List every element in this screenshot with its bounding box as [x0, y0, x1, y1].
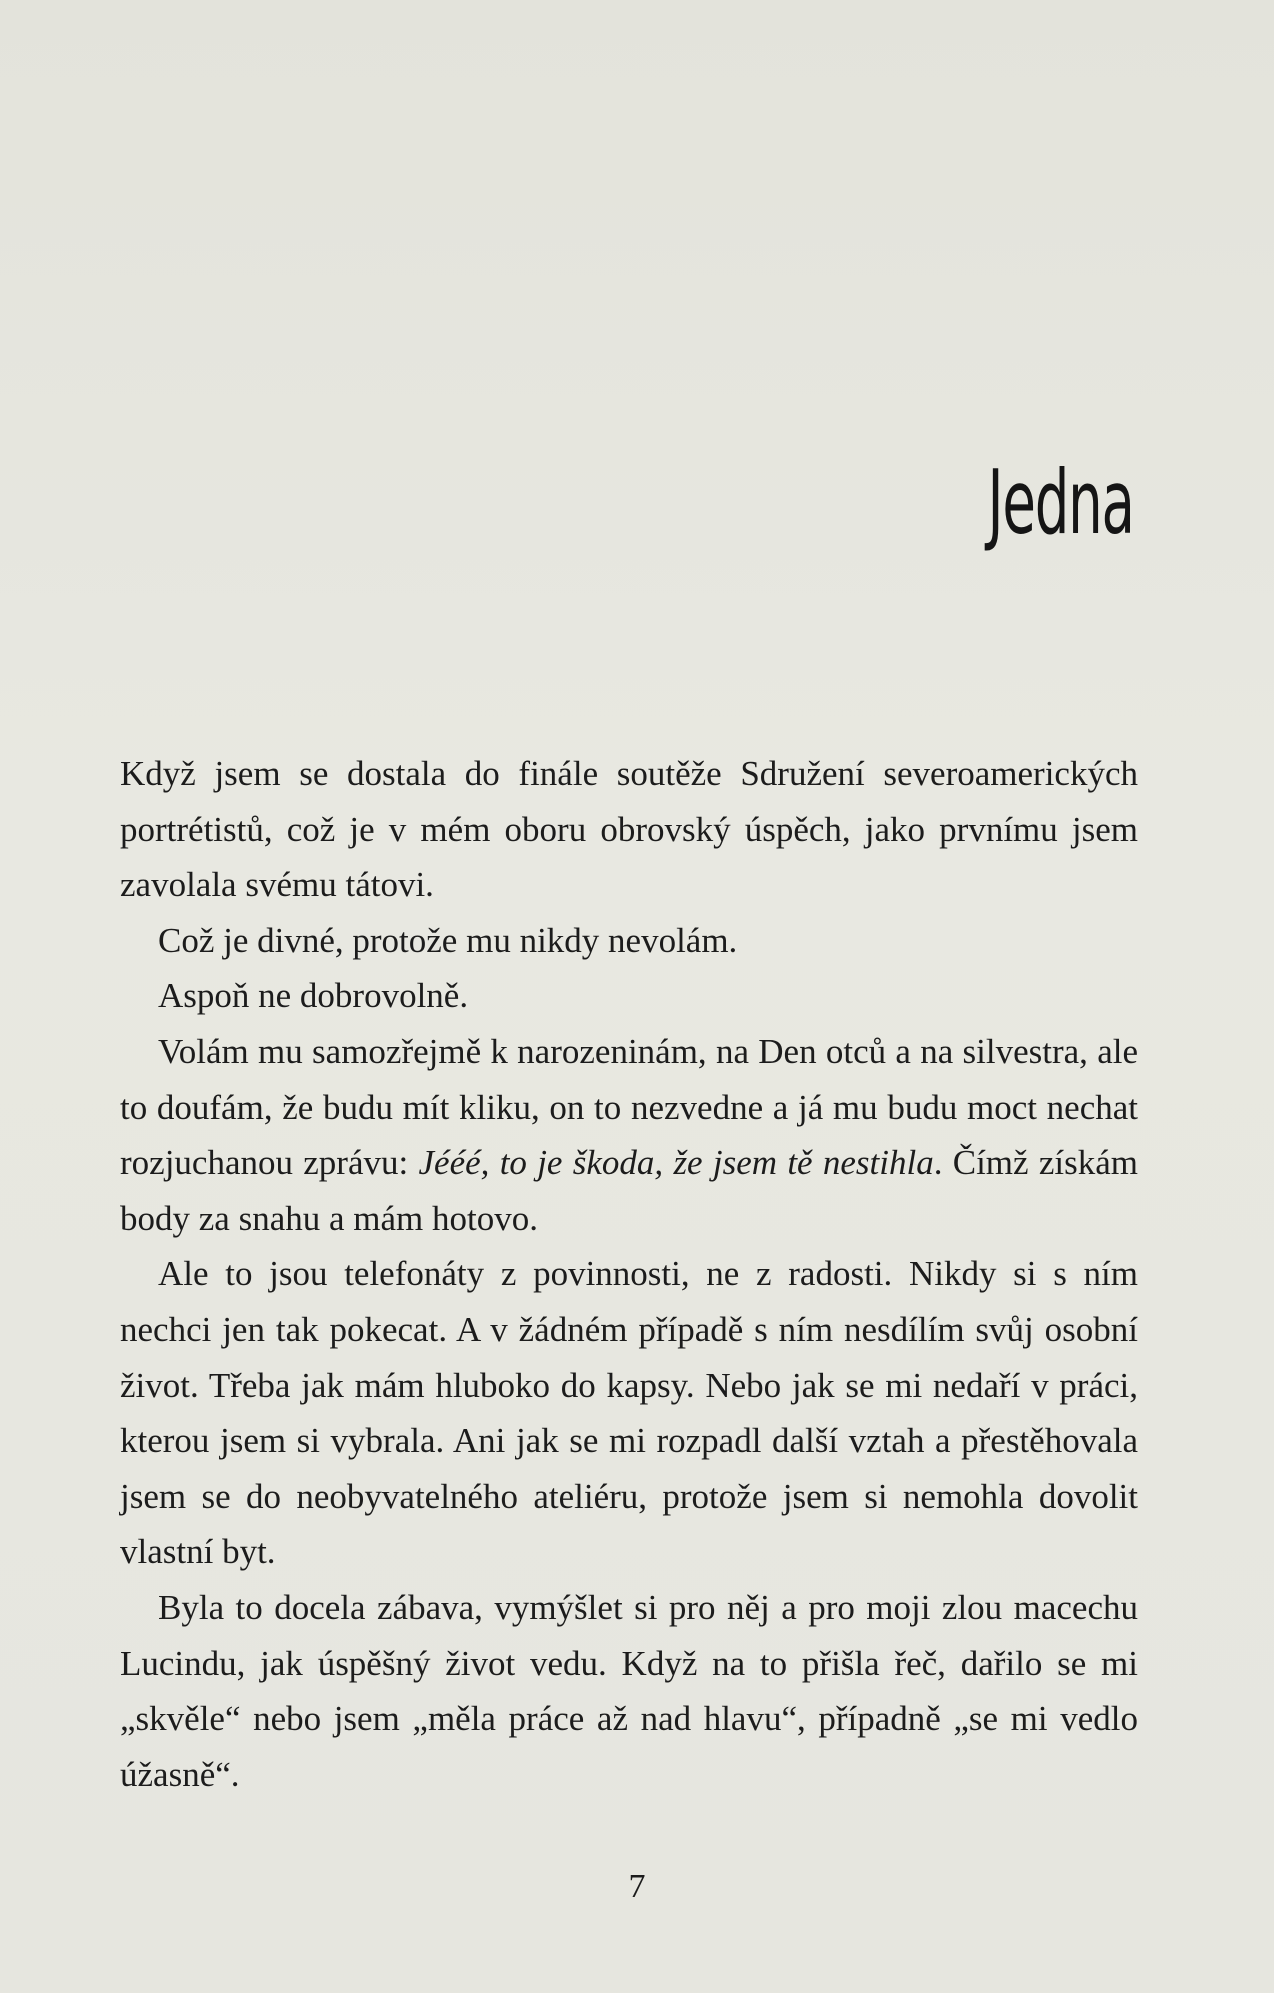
- paragraph-5: Ale to jsou telefonáty z povinnosti, ne z radosti. Nikdy si s ním nechci jen tak pokecat. A v žádném případě s ním nesdílím svůj osobní život. Třeba jak mám hluboko do kapsy. Nebo jak se mi nedaří v práci, kterou jsem si vybrala. Ani jak se mi rozpadl další vztah a přestěhovala jsem se do neobyvatelného ateliéru, protože jsem si nemohla dovolit vlastní byt.: [120, 1254, 1138, 1572]
- paragraph-2: Což je divné, protože mu nikdy nevolám.: [158, 920, 738, 960]
- paragraph-3: Aspoň ne dobrovolně.: [158, 976, 469, 1016]
- paragraph-6: Byla to docela zábava, vymýšlet si pro něj a pro moji zlou macechu Lucindu, jak úspěšný život vedu. Když na to přišla řeč, dařilo se mi „skvěle“ nebo jsem „měla práce až nad hlavu“, případně „se mi vedlo úžasně“.: [120, 1587, 1138, 1794]
- chapter-title: Jedna: [987, 450, 1134, 554]
- paragraph-4-text: Volám mu samozřejmě k narozeninám, na Den otců a na silvestra, ale to doufám, že budu mít kliku, on to nezvedne a já mu budu moct nechat rozjuchanou zprávu:: [120, 1031, 1138, 1183]
- chapter-body: [120, 746, 1138, 1802]
- paragraph-4: [120, 1024, 1138, 1246]
- paragraph-4-italic: Jééé, to je škoda, že jsem tě nestihla: [418, 1143, 934, 1183]
- paragraph-1: Když jsem se dostala do finále soutěže Sdružení severoamerických portrétistů, což je v mém oboru obrovský úspěch, jako prvnímu jsem zavolala svému tátovi.: [120, 754, 1138, 905]
- paragraph-4-text-end: . Čímž získám body za snahu a mám hotovo.: [120, 1143, 1138, 1238]
- page-number: 7: [628, 1868, 646, 1905]
